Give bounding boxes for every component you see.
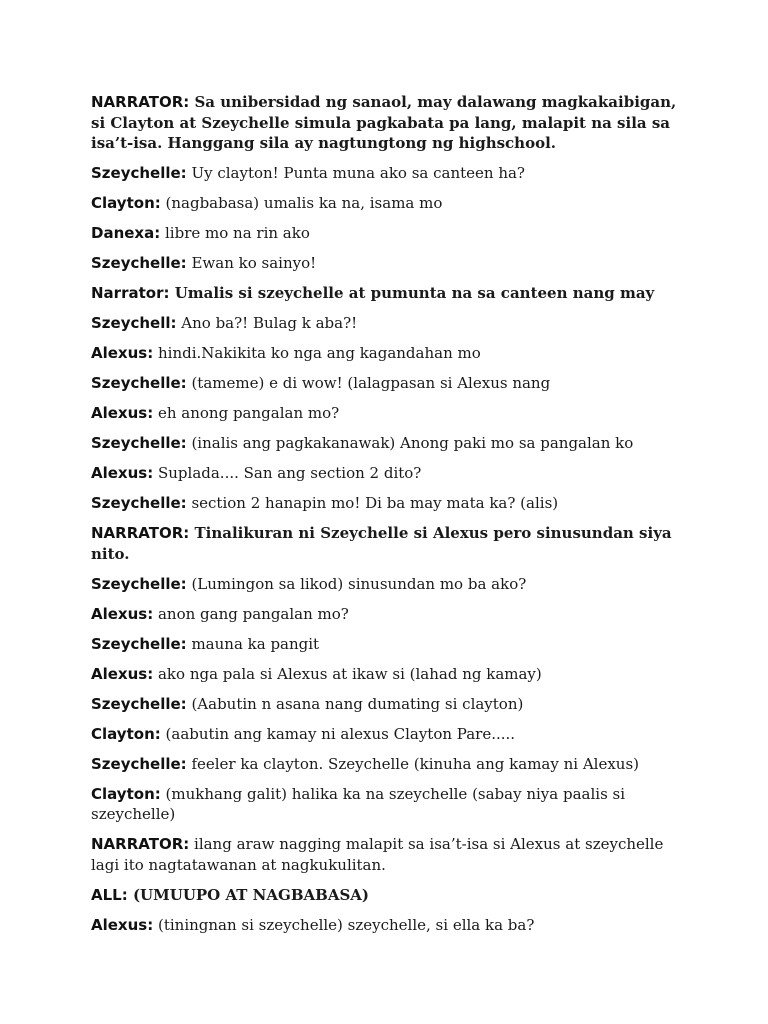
line-text: libre mo na rin ako	[160, 224, 310, 242]
speaker-label: Szeychelle:	[91, 634, 187, 653]
dialogue-line	[91, 433, 691, 454]
dialogue-line	[91, 574, 691, 595]
line-text: (Lumingon sa likod) sinusundan mo ba ako?	[186, 574, 527, 593]
speaker-label: Szeychelle:	[91, 434, 187, 452]
dialogue-line	[91, 724, 691, 745]
speaker-label: Szeychelle:	[91, 694, 187, 713]
line-text: mauna ka pangit	[186, 634, 320, 653]
speaker-label: Alexus:	[91, 604, 154, 623]
speaker-label: Szeychelle:	[91, 754, 187, 773]
line-text: Tinalikuran ni Szeychelle si Alexus pero sinusundan siya nito.	[91, 524, 672, 563]
line-text: (tameme) e di wow! (lalagpasan si Alexus nang	[186, 374, 551, 392]
dialogue-line	[91, 403, 691, 424]
dialogue-line	[91, 604, 691, 625]
narration-line	[91, 523, 691, 564]
dialogue-line	[91, 313, 691, 334]
speaker-label: Alexus:	[91, 464, 154, 482]
dialogue-line	[91, 373, 691, 394]
speaker-label: NARRATOR:	[91, 835, 190, 853]
line-text: (Aabutin n asana nang dumating si clayton)	[186, 694, 524, 713]
line-text: section 2 hanapin mo! Di ba may mata ka? (alis)	[186, 494, 559, 512]
line-text: Suplada.... San ang section 2 dito?	[153, 464, 422, 482]
line-text: Uy clayton! Punta muna ako sa canteen ha?	[186, 164, 525, 182]
line-text: feeler ka clayton. Szeychelle (kinuha ang kamay ni Alexus)	[186, 754, 640, 773]
dialogue-line	[91, 784, 691, 825]
speaker-label: Alexus:	[91, 344, 154, 362]
line-text: Ano ba?! Bulag k aba?!	[176, 314, 358, 332]
speaker-label: Szeychelle:	[91, 374, 187, 392]
dialogue-line	[91, 343, 691, 364]
dialogue-line	[91, 223, 691, 244]
line-text: Umalis si szeychelle at pumunta na sa canteen nang may	[169, 284, 655, 302]
speaker-label: Szeychelle:	[91, 574, 187, 593]
speaker-label: ALL:	[91, 885, 128, 904]
narration-line	[91, 834, 691, 875]
dialogue-line	[91, 915, 691, 936]
dialogue-line	[91, 694, 691, 715]
speaker-label: Alexus:	[91, 664, 154, 683]
line-text: ilang araw nagging malapit sa isa’t-isa si Alexus at szeychelle lagi ito nagtatawanan at nagkukulitan.	[91, 835, 664, 874]
stage-direction-line	[91, 885, 691, 906]
dialogue-line	[91, 754, 691, 775]
line-text: eh anong pangalan mo?	[153, 404, 340, 422]
speaker-label: Szeychell:	[91, 314, 177, 332]
line-text: (UMUUPO AT NAGBABASA)	[127, 885, 370, 904]
dialogue-line	[91, 664, 691, 685]
line-text: (nagbabasa) umalis ka na, isama mo	[160, 194, 443, 212]
line-text: (tiningnan si szeychelle) szeychelle, si ella ka ba?	[153, 915, 535, 934]
speaker-label: Alexus:	[91, 404, 154, 422]
speaker-label: Szeychelle:	[91, 254, 187, 272]
dialogue-line	[91, 193, 691, 214]
line-text: hindi.Nakikita ko nga ang kagandahan mo	[153, 344, 481, 362]
speaker-label: Szeychelle:	[91, 164, 187, 182]
speaker-label: NARRATOR:	[91, 524, 190, 542]
line-text: Sa unibersidad ng sanaol, may dalawang magkakaibigan, si Clayton at Szeychelle simula pagkabata pa lang, malapit na sila sa isa’t-isa. Hanggang sila ay nagtungtong ng highschool.	[91, 93, 677, 152]
speaker-label: Danexa:	[91, 224, 161, 242]
speaker-label: Clayton:	[91, 784, 161, 803]
script-page	[91, 92, 691, 945]
speaker-label: Clayton:	[91, 194, 161, 212]
speaker-label: Szeychelle:	[91, 494, 187, 512]
line-text: anon gang pangalan mo?	[153, 604, 349, 623]
narration-paragraph	[91, 92, 691, 154]
line-text: (mukhang galit) halika ka na szeychelle (sabay niya paalis si szeychelle)	[91, 784, 626, 823]
dialogue-line	[91, 163, 691, 184]
line-text: (aabutin ang kamay ni alexus Clayton Pare.....	[160, 724, 516, 743]
line-text: Ewan ko sainyo!	[186, 254, 317, 272]
speaker-label: Alexus:	[91, 915, 154, 934]
line-text: ako nga pala si Alexus at ikaw si (lahad ng kamay)	[153, 664, 542, 683]
dialogue-line	[91, 463, 691, 484]
dialogue-line	[91, 253, 691, 274]
dialogue-line	[91, 634, 691, 655]
dialogue-line	[91, 493, 691, 514]
speaker-label: NARRATOR:	[91, 93, 190, 111]
line-text: (inalis ang pagkakanawak) Anong paki mo sa pangalan ko	[186, 434, 634, 452]
speaker-label: Clayton:	[91, 724, 161, 743]
narration-line	[91, 283, 691, 304]
speaker-label: Narrator:	[91, 284, 170, 302]
